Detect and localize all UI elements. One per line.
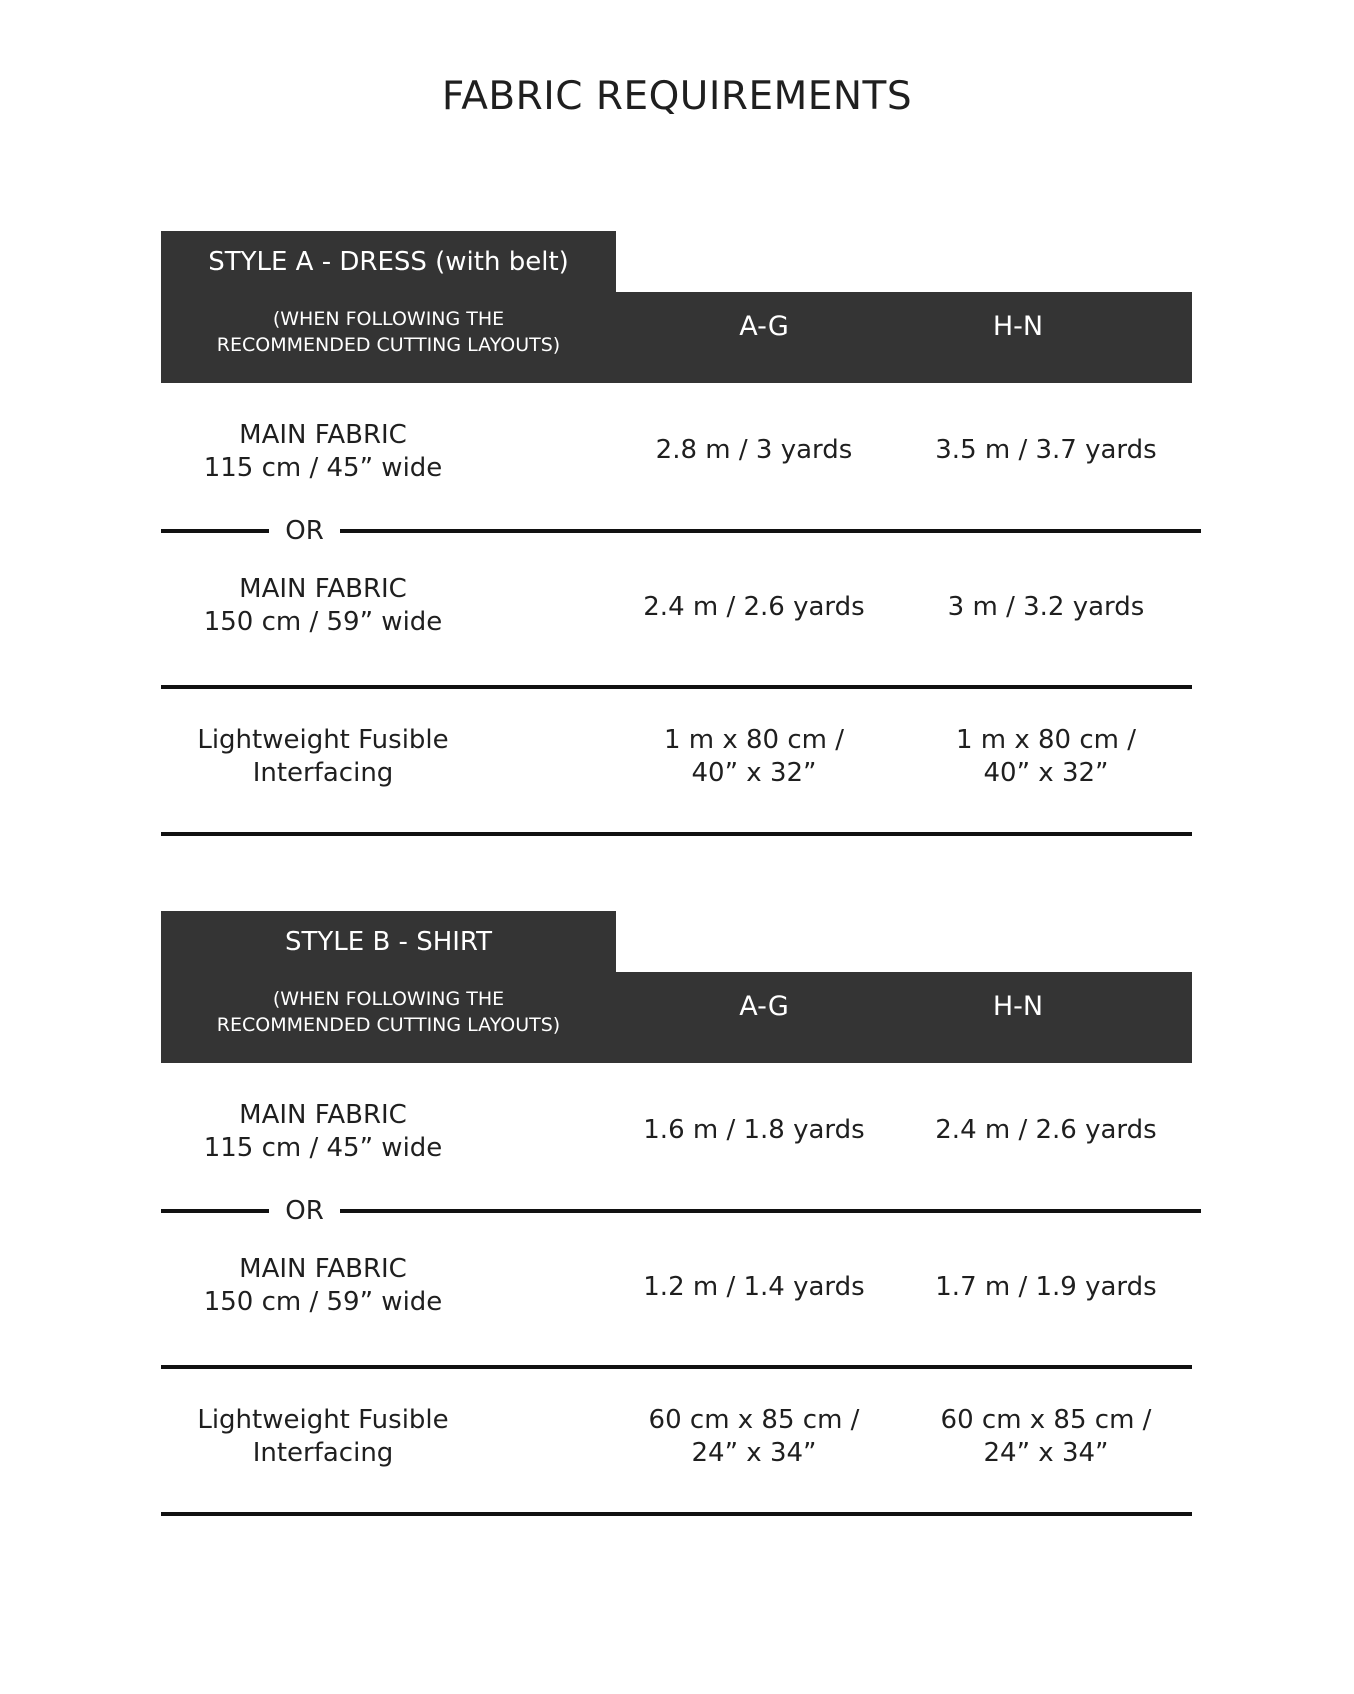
label-line: 115 cm / 45” wide [203, 1133, 443, 1163]
value-line: 1.6 m / 1.8 yards [643, 1115, 865, 1145]
size-column-header: A-G [739, 311, 789, 342]
value-line: 24” x 34” [691, 1438, 817, 1468]
row-label [163, 724, 483, 790]
size-column-header: H-N [992, 991, 1044, 1022]
label-line: Interfacing [252, 1438, 394, 1468]
row-label [163, 1404, 483, 1470]
value-cell [604, 591, 904, 624]
label-line: MAIN FABRIC [239, 420, 407, 450]
row-label [163, 573, 483, 639]
label-line: 150 cm / 59” wide [203, 1287, 443, 1317]
subtitle-line: RECOMMENDED CUTTING LAYOUTS) [216, 1014, 561, 1036]
label-line: Lightweight Fusible [197, 725, 449, 755]
label-line: 150 cm / 59” wide [203, 607, 443, 637]
row-divider [161, 1365, 1192, 1369]
subtitle-line: (WHEN FOLLOWING THE [272, 308, 505, 330]
style-subtitle [161, 986, 616, 1038]
style-b-section [0, 911, 1354, 1551]
value-cell [896, 1404, 1196, 1470]
row-divider [161, 685, 1192, 689]
label-line: Interfacing [252, 758, 394, 788]
row-divider [161, 832, 1192, 836]
separator-line [340, 1209, 1201, 1213]
label-line: MAIN FABRIC [239, 1254, 407, 1284]
value-cell [604, 1271, 904, 1304]
separator-line [161, 1209, 269, 1213]
label-line: MAIN FABRIC [239, 1100, 407, 1130]
value-line: 40” x 32” [983, 758, 1109, 788]
separator-line [161, 529, 269, 533]
value-cell [896, 434, 1196, 467]
label-line: Lightweight Fusible [197, 1405, 449, 1435]
size-column-header: H-N [992, 311, 1044, 342]
value-line: 2.8 m / 3 yards [655, 435, 853, 465]
style-title: STYLE B - SHIRT [285, 927, 492, 957]
row-divider [161, 1512, 1192, 1516]
label-line: MAIN FABRIC [239, 574, 407, 604]
value-line: 1 m x 80 cm / [955, 725, 1137, 755]
value-cell [896, 724, 1196, 790]
separator-line [340, 529, 1201, 533]
or-separator: OR [285, 516, 324, 546]
style-a-section [0, 231, 1354, 871]
or-separator: OR [285, 1196, 324, 1226]
value-line: 60 cm x 85 cm / [940, 1405, 1152, 1435]
value-line: 2.4 m / 2.6 yards [643, 592, 865, 622]
value-line: 2.4 m / 2.6 yards [935, 1115, 1157, 1145]
value-line: 1.2 m / 1.4 yards [643, 1272, 865, 1302]
style-subtitle [161, 306, 616, 358]
value-cell [604, 724, 904, 790]
label-line: 115 cm / 45” wide [203, 453, 443, 483]
subtitle-line: (WHEN FOLLOWING THE [272, 988, 505, 1010]
page-title: FABRIC REQUIREMENTS [441, 74, 913, 119]
value-cell [604, 1114, 904, 1147]
size-column-header: A-G [739, 991, 789, 1022]
value-line: 1.7 m / 1.9 yards [935, 1272, 1157, 1302]
value-line: 60 cm x 85 cm / [648, 1405, 860, 1435]
row-label [163, 1099, 483, 1165]
value-line: 1 m x 80 cm / [663, 725, 845, 755]
value-line: 24” x 34” [983, 1438, 1109, 1468]
value-cell [604, 1404, 904, 1470]
value-cell [604, 434, 904, 467]
style-title: STYLE A - DRESS (with belt) [208, 247, 569, 277]
value-line: 3 m / 3.2 yards [947, 592, 1145, 622]
row-label [163, 1253, 483, 1319]
value-line: 3.5 m / 3.7 yards [935, 435, 1157, 465]
value-line: 40” x 32” [691, 758, 817, 788]
value-cell [896, 1114, 1196, 1147]
value-cell [896, 591, 1196, 624]
value-cell [896, 1271, 1196, 1304]
subtitle-line: RECOMMENDED CUTTING LAYOUTS) [216, 334, 561, 356]
row-label [163, 419, 483, 485]
